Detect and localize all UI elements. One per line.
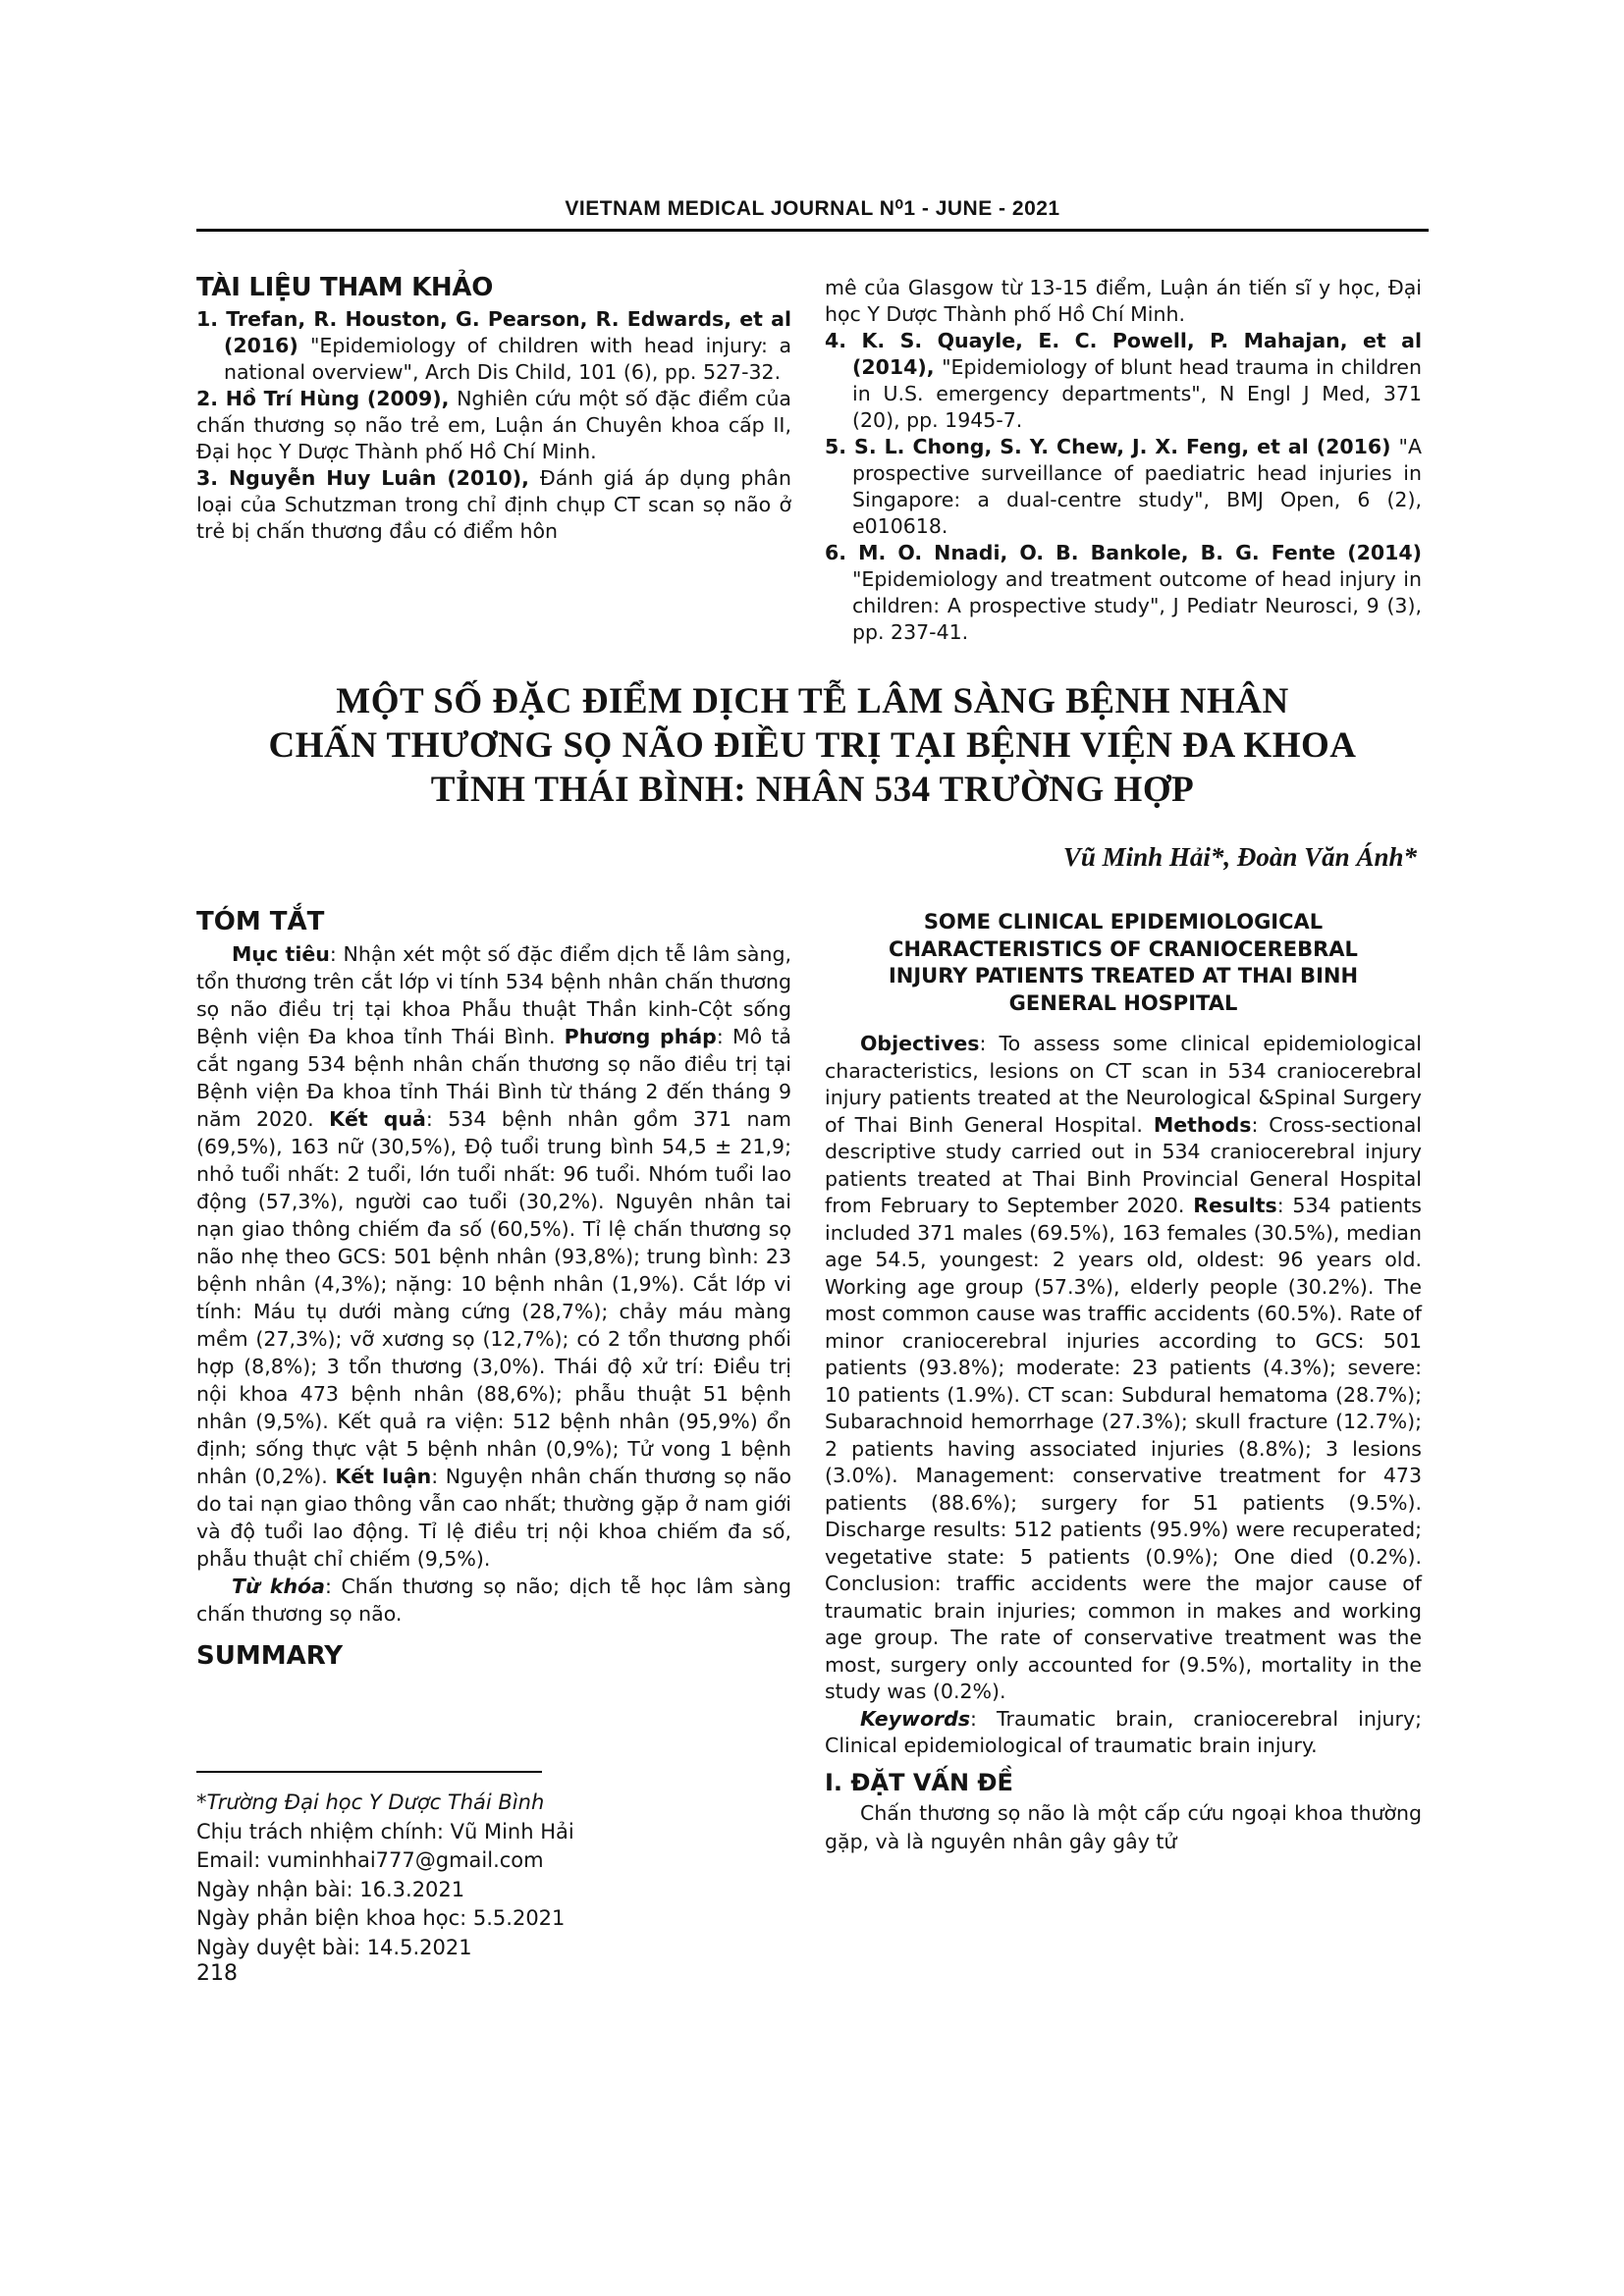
footnote-affiliation: *Trường Đại học Y Dược Thái Bình [196, 1790, 545, 1814]
references-heading: TÀI LIỆU THAM KHẢO [196, 273, 494, 302]
intro-body: Chấn thương sọ não là một cấp cứu ngoại khoa thường gặp, và là nguyên nhân gây gây tử [825, 1800, 1422, 1853]
summary-title: SOME CLINICAL EPIDEMIOLOGICAL CHARACTERISTICS OF CRANIOCEREBRAL INJURY PATIENTS TREATED AT THAI BINH GENERAL HOSPITAL [888, 910, 1359, 1015]
summary-heading: SUMMARY [196, 1641, 344, 1671]
footnote-email: Email: vuminhhai777@gmail.com [196, 1848, 544, 1872]
summary-section [825, 909, 1422, 1856]
page-number: 218 [196, 1961, 238, 1986]
intro-heading: I. ĐẶT VẤN ĐỀ [825, 1768, 1013, 1796]
reference-continuation: mê của Glasgow từ 13-15 điểm, Luận án tiến sĩ y học, Đại học Y Dược Thành phố Hồ Chí Minh. [825, 276, 1422, 326]
summary-keywords: Keywords: Traumatic brain, craniocerebral injury; Clinical epidemiological of traumatic brain injury. [825, 1706, 1422, 1757]
article-authors: Vũ Minh Hải*, Đoàn Văn Ánh* [1062, 842, 1417, 872]
footnote-rule [196, 1771, 542, 1773]
reference-item-3: 3. Nguyễn Huy Luân (2010), Đánh giá áp dụng phân loại của Schutzman trong chỉ định chụp CT scan sọ não ở trẻ bị chấn thương đầu có điểm hôn [196, 466, 791, 543]
footnote-received-date: Ngày nhận bài: 16.3.2021 [196, 1877, 465, 1901]
header-rule [196, 229, 1429, 232]
reference-item-5: 5. S. L. Chong, S. Y. Chew, J. X. Feng, et al (2016) "A prospective surveillance of paediatric head injuries in Singapore: a dual-centre study", BMJ Open, 6 (2), e010618. [825, 435, 1422, 538]
references-section-left [196, 269, 791, 545]
reference-item-1: 1. Trefan, R. Houston, G. Pearson, R. Edwards, et al (2016) "Epidemiology of children with head injury: a national overview", Arch Dis Child, 101 (6), pp. 527-32. [196, 307, 792, 384]
footnote-accepted-date: Ngày duyệt bài: 14.5.2021 [196, 1935, 472, 1959]
abstract-section [196, 903, 791, 1675]
abstract-keywords: Từ khóa: Chấn thương sọ não; dịch tễ học lâm sàng chấn thương sọ não. [196, 1575, 791, 1626]
article-title: MỘT SỐ ĐẶC ĐIỂM DỊCH TỄ LÂM SÀNG BỆNH NHÂN CHẤN THƯƠNG SỌ NÃO ĐIỀU TRỊ TẠI BỆNH VIỆN ĐA KHOA TỈNH THÁI BÌNH: NHÂN 534 TRƯỜNG HỢP [268, 681, 1357, 810]
journal-header: VIETNAM MEDICAL JOURNAL N⁰1 - JUNE - 2021 [565, 197, 1060, 220]
reference-item-2: 2. Hồ Trí Hùng (2009), Nghiên cứu một số đặc điểm của chấn thương sọ não trẻ em, Luận án Chuyên khoa cấp II, Đại học Y Dược Thành phố Hồ Chí Minh. [196, 387, 791, 463]
reference-item-4: 4. K. S. Quayle, E. C. Powell, P. Mahajan, et al (2014), "Epidemiology of blunt head trauma in children in U.S. emergency departments", N Engl J Med, 371 (20), pp. 1945-7. [825, 329, 1422, 432]
footnote-reviewed-date: Ngày phản biện khoa học: 5.5.2021 [196, 1906, 566, 1930]
references-section-right [825, 275, 1422, 646]
abstract-heading: TÓM TẮT [196, 907, 325, 936]
footnote-responsible: Chịu trách nhiệm chính: Vũ Minh Hải [196, 1819, 574, 1843]
reference-item-6: 6. M. O. Nnadi, O. B. Bankole, B. G. Fente (2014) "Epidemiology and treatment outcome of head injury in children: A prospective study", J Pediatr Neurosci, 9 (3), pp. 237-41. [825, 541, 1422, 644]
abstract-body: Mục tiêu: Nhận xét một số đặc điểm dịch tễ lâm sàng, tổn thương trên cắt lớp vi tính 534 bệnh nhân chấn thương sọ não điều trị tại khoa Phẫu thuật Thần kinh-Cột sống Bệnh viện Đa khoa tỉnh Thái Bình. Phương pháp: Mô tả cắt ngang 534 bệnh nhân chấn thương sọ não điều trị tại Bệnh viện Đa khoa tỉnh Thái Bình từ tháng 2 đến tháng 9 năm 2020. Kết quả: 534 bệnh nhân gồm 371 nam (69,5%), 163 nữ (30,5%), Độ tuổi trung bình 54,5 ± 21,9; nhỏ tuổi nhất: 2 tuổi, lớn tuổi nhất: 96 tuổi. Nhóm tuổi lao động (57,3%), người cao tuổi (30,2%). Nguyên nhân tai nạn giao thông chiếm đa số (60,5%). Tỉ lệ chấn thương sọ não nhẹ theo GCS: 501 bệnh nhân (93,8%); trung bình: 23 bệnh nhân (4,3%); nặng: 10 bệnh nhân (1,9%). Cắt lớp vi tính: Máu tụ dưới màng cứng (28,7%); chảy máu màng mềm (27,3%); vỡ xương sọ (12,7%); có 2 tổn thương phối hợp (8,8%); 3 tổn thương (3,0%). Thái độ xử trí: Điều trị nội khoa 473 bệnh nhân (88,6%); phẫu thuật 51 bệnh nhân (9,5%). Kết quả ra viện: 512 bệnh nhân (95,9%) ổn định; sống thực vật 5 bệnh nhân (0,9%); Tử vong 1 bệnh nhân (0,2%). Kết luận: Nguyện nhân chấn thương sọ não do tai nạn giao thông vẫn cao nhất; thường gặp ở nam giới và độ tuổi lao động. Tỉ lệ điều trị nội khoa chiếm đa số, phẫu thuật chỉ chiếm (9,5%). [196, 942, 792, 1571]
footnote-section [196, 1789, 791, 1962]
summary-body: Objectives: To assess some clinical epidemiological characteristics, lesions on CT scan in 534 craniocerebral injury patients treated at the Neurological &Spinal Surgery of Thai Binh General Hospital. Methods: Cross-sectional descriptive study carried out in 534 craniocerebral injury patients treated at Thai Binh Provincial General Hospital from February to September 2020. Results: 534 patients included 371 males (69.5%), 163 females (30.5%), median age 54.5, youngest: 2 years old, oldest: 96 years old. Working age group (57.3%), elderly people (30.2%). The most common cause was traffic accidents (60.5%). Rate of minor craniocerebral injuries according to GCS: 501 patients (93.8%); moderate: 23 patients (4.3%); severe: 10 patients (1.9%). CT scan: Subdural hematoma (28.7%); Subarachnoid hemorrhage (27.3%); skull fracture (12.7%); 2 patients having associated injuries (8.8%); 3 lesions (3.0%). Management: conservative treatment for 473 patients (88.6%); surgery for 51 patients (9.5%). Discharge results: 512 patients (95.9%) were recuperated; vegetative state: 5 patients (0.9%); One died (0.2%). Conclusion: traffic accidents were the major cause of traumatic brain injuries; common in makes and working age group. The rate of conservative treatment was the most, surgery only accounted for (9.5%), mortality in the study was (0.2%). [825, 1032, 1422, 1703]
